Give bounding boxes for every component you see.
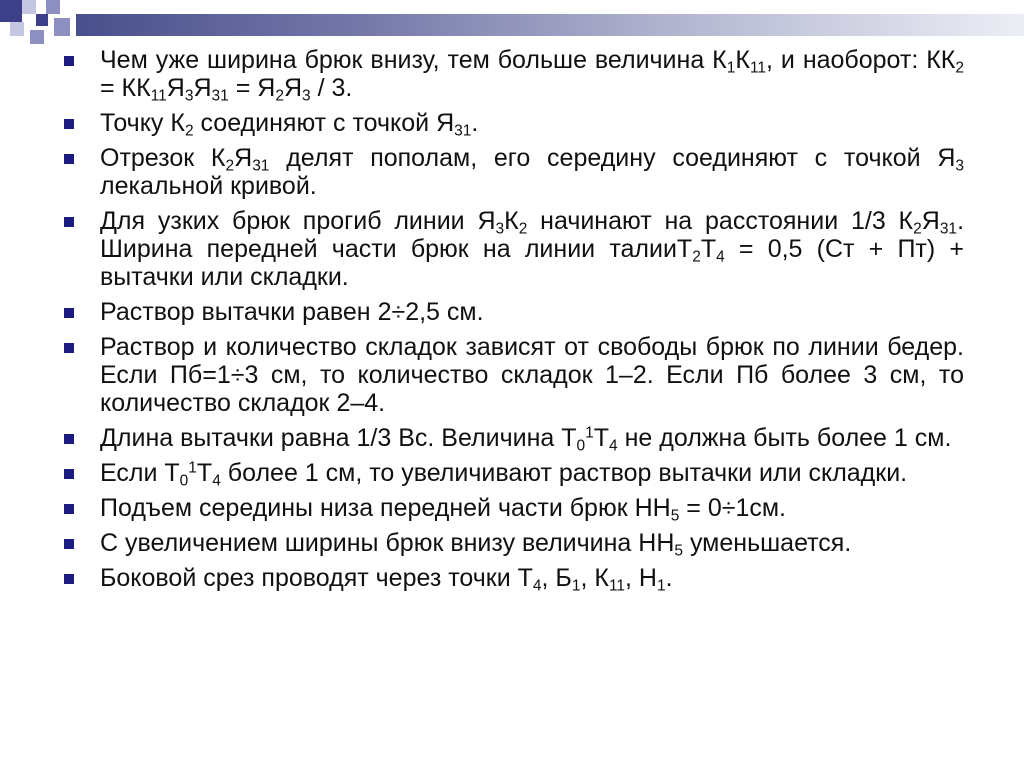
- subscript: 2: [184, 122, 194, 140]
- deco-square: [46, 0, 60, 14]
- text-run: Я: [166, 74, 185, 102]
- bullet-item: [64, 144, 964, 200]
- square-bullet-icon: [64, 308, 74, 318]
- bullet-item: [64, 529, 964, 560]
- subscript: 11: [608, 577, 626, 595]
- subscript: 5: [670, 507, 680, 525]
- subscript: 2: [518, 220, 528, 238]
- subscript: 0: [576, 437, 586, 455]
- square-bullet-icon: [64, 434, 74, 444]
- square-bullet-icon: [64, 217, 74, 227]
- text-run: Я: [921, 207, 940, 235]
- text-run: Боковой срез проводят через точки Т: [100, 564, 533, 592]
- bullet-text: [100, 46, 964, 105]
- text-run: Подъем середины низа передней части брюк НН: [100, 494, 671, 522]
- text-run: соединяют с точкой Я: [193, 109, 455, 137]
- text-run: лекальной кривой.: [100, 172, 317, 200]
- subscript: 0: [179, 472, 189, 490]
- text-run: , и наоборот: КК: [766, 46, 956, 74]
- bullet-text: [100, 424, 952, 455]
- text-run: Для узких брюк прогиб линии Я: [100, 207, 496, 235]
- text-run: Т: [196, 459, 213, 487]
- bullet-item: [64, 298, 964, 326]
- bullet-text: [100, 109, 479, 140]
- subscript: 4: [532, 577, 542, 595]
- subscript: 3: [184, 87, 194, 105]
- superscript: 1: [188, 459, 197, 477]
- subscript: 4: [609, 437, 618, 455]
- subscript: 31: [252, 157, 270, 175]
- text-run: уменьшается.: [683, 529, 852, 557]
- bullet-text: [100, 564, 673, 595]
- deco-square: [22, 0, 36, 14]
- text-run: , К: [580, 564, 609, 592]
- text-run: Чем уже ширина брюк внизу, тем больше величина К: [100, 46, 727, 74]
- subscript: 11: [749, 59, 767, 77]
- text-run: более 1 см, то увеличивают раствор вытачки или складки.: [220, 459, 908, 487]
- bullet-item: [64, 564, 964, 595]
- square-bullet-icon: [64, 154, 74, 164]
- subscript: 3: [302, 87, 311, 105]
- bullet-item: [64, 207, 964, 291]
- subscript: 5: [674, 542, 684, 560]
- bullet-text: [100, 529, 852, 560]
- bullet-list: [64, 46, 964, 599]
- subscript: 31: [211, 87, 229, 105]
- text-run: .: [471, 109, 479, 137]
- bullet-text: [100, 298, 484, 326]
- text-run: , Н: [625, 564, 657, 592]
- deco-square: [54, 18, 70, 36]
- square-bullet-icon: [64, 56, 74, 66]
- text-run: = КК: [100, 74, 151, 102]
- square-bullet-icon: [64, 469, 74, 479]
- text-run: Я: [283, 74, 302, 102]
- square-bullet-icon: [64, 504, 74, 514]
- text-run: Т: [593, 424, 610, 452]
- text-run: = 0÷1см.: [679, 494, 786, 522]
- text-run: Раствор вытачки равен 2÷2,5 см.: [100, 298, 484, 326]
- bullet-text: [100, 494, 786, 525]
- text-run: Я: [234, 144, 253, 172]
- bullet-text: [100, 459, 908, 490]
- text-run: = 0,5 (Ст + Пт) + вытачки или складки.: [100, 235, 964, 291]
- subscript: 4: [212, 472, 221, 490]
- deco-square: [30, 30, 44, 44]
- subscript: 31: [939, 220, 958, 238]
- square-bullet-icon: [64, 574, 74, 584]
- text-run: Т: [700, 235, 717, 263]
- subscript: 2: [275, 87, 284, 105]
- square-bullet-icon: [64, 119, 74, 129]
- text-run: Отрезок К: [100, 144, 226, 172]
- text-run: = Я: [228, 74, 276, 102]
- subscript: 11: [150, 87, 167, 105]
- text-run: не должна быть более 1 см.: [617, 424, 952, 452]
- bullet-text: [100, 144, 964, 200]
- bullet-text: [100, 207, 964, 291]
- subscript: 1: [656, 577, 666, 595]
- subscript: 3: [955, 157, 964, 175]
- text-run: Точку К: [100, 109, 185, 137]
- subscript: 2: [913, 220, 922, 238]
- subscript: 31: [454, 122, 472, 140]
- text-run: / 3.: [310, 74, 353, 102]
- subscript: 1: [571, 577, 581, 595]
- text-run: Раствор и количество складок зависят от свободы брюк по линии бедер. Если Пб=1÷3 см, то количество складок 1–2. Если Пб более 3 см, то количество складок 2–4.: [100, 333, 964, 417]
- bullet-item: [64, 46, 964, 105]
- bullet-item: [64, 459, 964, 490]
- square-bullet-icon: [64, 539, 74, 549]
- text-run: С увеличением ширины брюк внизу величина НН: [100, 529, 675, 557]
- text-run: делят пополам, его середину соединяют с точкой Я: [269, 144, 956, 172]
- deco-square: [0, 0, 22, 22]
- bullet-item: [64, 424, 964, 455]
- bullet-item: [64, 109, 964, 140]
- text-run: Если Т: [100, 459, 180, 487]
- text-run: начинают на расстоянии 1/3 К: [527, 207, 914, 235]
- text-run: К: [504, 207, 519, 235]
- text-run: К: [735, 46, 750, 74]
- subscript: 2: [955, 59, 964, 77]
- bullet-item: [64, 494, 964, 525]
- subscript: 3: [495, 220, 505, 238]
- subscript: 1: [726, 59, 736, 77]
- deco-square: [36, 14, 48, 26]
- subscript: 4: [716, 248, 725, 266]
- text-run: Длина вытачки равна 1/3 Вс. Величина Т: [100, 424, 577, 452]
- text-run: , Б: [541, 564, 572, 592]
- superscript: 1: [585, 424, 594, 442]
- subscript: 2: [225, 157, 235, 175]
- deco-square: [10, 22, 24, 36]
- text-run: .: [665, 564, 673, 592]
- subscript: 2: [692, 248, 701, 266]
- title-gradient-bar: [76, 14, 1024, 36]
- bullet-item: [64, 333, 964, 417]
- square-bullet-icon: [64, 343, 74, 353]
- bullet-text: [100, 333, 964, 417]
- text-run: . Ширина передней части брюк на линии талииТ: [100, 207, 965, 263]
- text-run: Я: [193, 74, 212, 102]
